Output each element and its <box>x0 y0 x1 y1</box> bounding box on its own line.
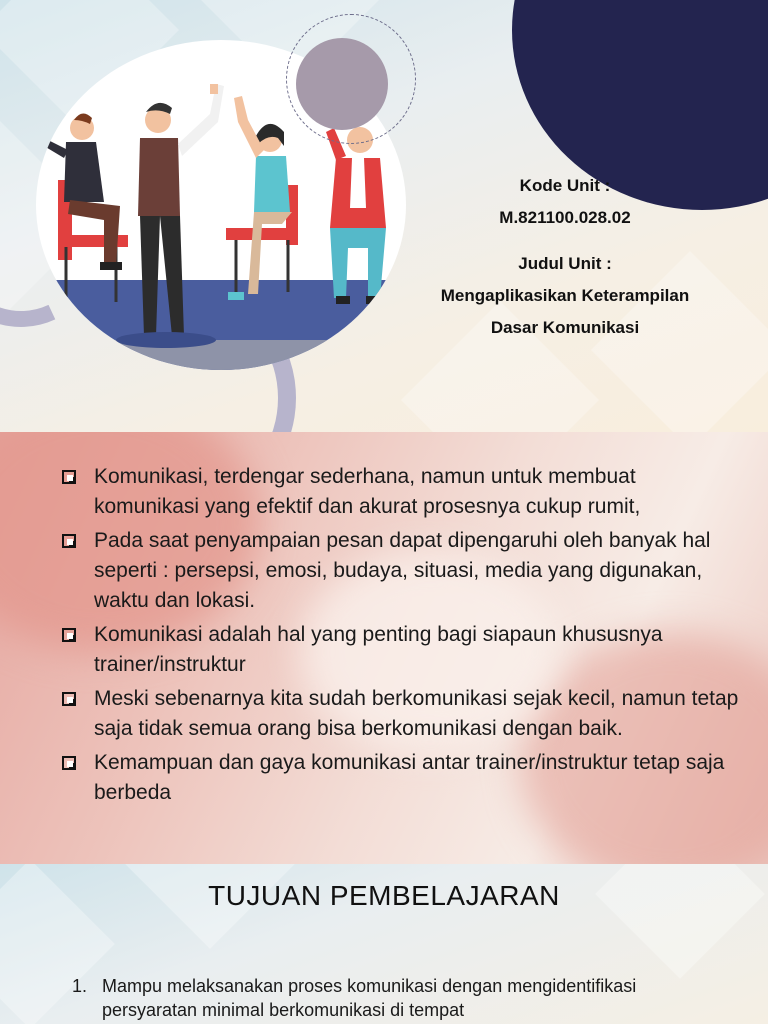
mauve-circle-decoration <box>296 38 388 130</box>
kode-unit-value: M.821100.028.02 <box>499 208 631 227</box>
bullet-text: Kemampuan dan gaya komunikasi antar trainer/instruktur tetap saja berbeda <box>94 751 725 804</box>
slide-introduction <box>0 432 768 864</box>
checkbox-bullet-icon <box>62 534 76 548</box>
unit-info-block <box>400 170 730 344</box>
judul-unit-label: Judul Unit : <box>518 254 612 273</box>
objective-item <box>72 974 712 1022</box>
checkbox-bullet-icon <box>62 628 76 642</box>
section-title: TUJUAN PEMBELAJARAN <box>208 880 560 911</box>
bullet-text: Meski sebenarnya kita sudah berkomunikasi sejak kecil, namun tetap saja tidak semua orang bisa berkomunikasi dengan baik. <box>94 687 739 740</box>
checkbox-bullet-icon <box>62 470 76 484</box>
bullet-text: Pada saat penyampaian pesan dapat dipengaruhi oleh banyak hal seperti : persepsi, emosi, budaya, situasi, media yang digunakan, waktu dan lokasi. <box>94 529 711 612</box>
bullet-item <box>60 748 740 808</box>
intro-bullet-list <box>60 462 740 812</box>
judul-unit-line1: Mengaplikasikan Keterampilan <box>440 286 690 305</box>
bullet-item <box>60 526 740 616</box>
bullet-text: Komunikasi, terdengar sederhana, namun untuk membuat komunikasi yang efektif dan akurat prosesnya cukup rumit, <box>94 465 641 518</box>
checkbox-bullet-icon <box>62 692 76 706</box>
bullet-item <box>60 620 740 680</box>
objective-number: 1. <box>72 976 88 996</box>
objectives-list <box>72 974 712 1022</box>
kode-unit-label: Kode Unit : <box>519 176 611 195</box>
bullet-item <box>60 462 740 522</box>
checkbox-bullet-icon <box>62 756 76 770</box>
bullet-item <box>60 684 740 744</box>
judul-unit-line2: Dasar Komunikasi <box>490 318 640 337</box>
slide-unit-info <box>0 0 768 432</box>
slide-learning-objectives <box>0 864 768 1024</box>
objective-text: Mampu melaksanakan proses komunikasi dengan mengidentifikasi persyaratan minimal berkomunikasi di tempat <box>102 976 637 1020</box>
bullet-text: Komunikasi adalah hal yang penting bagi siapaun khususnya trainer/instruktur <box>94 623 663 676</box>
